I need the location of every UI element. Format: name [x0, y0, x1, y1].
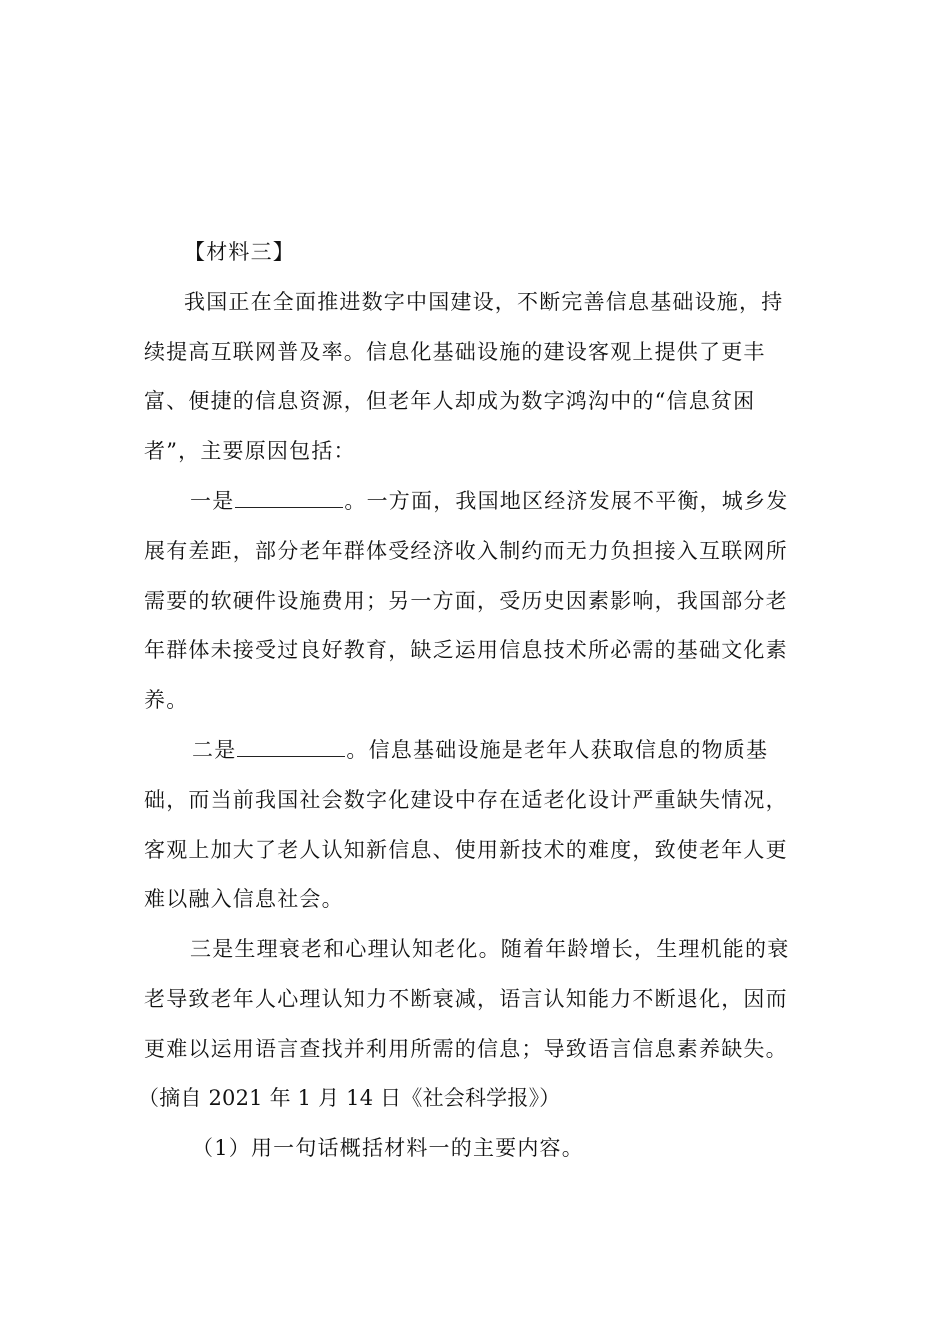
fill-blank-2[interactable] [237, 738, 345, 757]
paragraph-2-suffix: 。一方面，我国地区经济发展不平衡，城乡发 [344, 489, 789, 513]
paragraph-3-line-4: 难以融入信息社会。 [144, 887, 344, 911]
paragraph-1-line-2: 续提高互联网普及率。信息化基础设施的建设客观上提供了更丰 [144, 340, 766, 364]
paragraph-1-line-1: 我国正在全面推进数字中国建设，不断完善信息基础设施，持 [184, 290, 784, 314]
source-citation: （摘自 2021 年 1 月 14 日《社会科学报》） [138, 1086, 561, 1110]
paragraph-3-prefix: 二是 [192, 738, 237, 762]
paragraph-2-line-1 [190, 487, 870, 515]
paragraph-1-line-4: 者”，主要原因包括： [144, 439, 356, 463]
paragraph-4-line-1: 三是生理衰老和心理认知老化。随着年龄增长，生理机能的衰 [190, 937, 790, 961]
paragraph-2-line-3: 需要的软硬件设施费用；另一方面，受历史因素影响，我国部分老 [144, 589, 788, 613]
paragraph-3-line-2: 础，而当前我国社会数字化建设中存在适老化设计严重缺失情况， [144, 788, 788, 812]
paragraph-4-line-3: 更难以运用语言查找并利用所需的信息；导致语言信息素养缺失。 [144, 1037, 788, 1061]
paragraph-1-line-3: 富、便捷的信息资源，但老年人却成为数字鸿沟中的“信息贫困 [144, 389, 756, 413]
paragraph-3-line-3: 客观上加大了老人认知新信息、使用新技术的难度，致使老年人更 [144, 838, 788, 862]
paragraph-3-suffix: 。信息基础设施是老年人获取信息的物质基 [346, 738, 769, 762]
material-heading: 【材料三】 [184, 240, 295, 264]
paragraph-2-line-2: 展有差距，部分老年群体受经济收入制约而无力负担接入互联网所 [144, 539, 788, 563]
paragraph-4-line-2: 老导致老年人心理认知力不断衰减，语言认知能力不断退化，因而 [144, 987, 788, 1011]
paragraph-2-line-5: 养。 [144, 688, 189, 712]
fill-blank-1[interactable] [235, 489, 343, 508]
paragraph-3-line-1 [192, 736, 872, 764]
paragraph-2-prefix: 一是 [190, 489, 235, 513]
paragraph-2-line-4: 年群体未接受过良好教育，缺乏运用信息技术所必需的基础文化素 [144, 638, 788, 662]
question-1: （1）用一句话概括材料一的主要内容。 [192, 1136, 584, 1160]
